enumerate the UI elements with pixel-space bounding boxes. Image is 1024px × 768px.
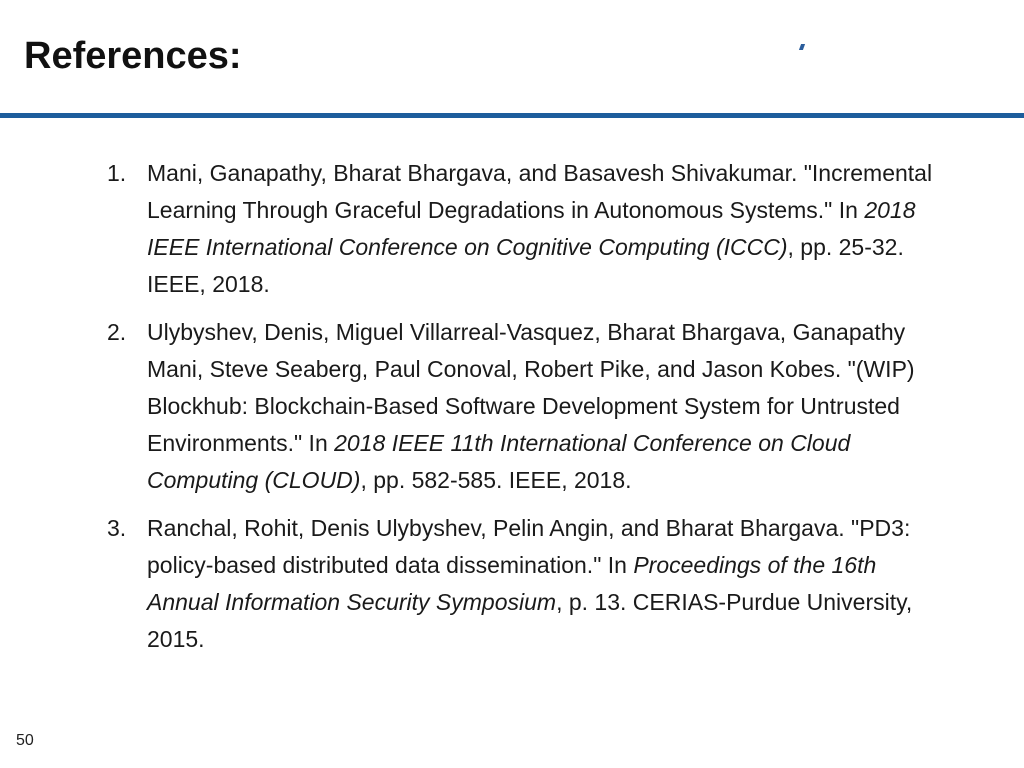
reference-details: , p. 13. CERIAS-Purdue University, 2015. [147, 589, 913, 652]
reference-text [147, 160, 932, 297]
reference-title: "Incremental Learning Through Graceful Degradations in Autonomous Systems." In [147, 160, 933, 223]
reference-number: 2. [107, 319, 127, 345]
reference-authors: Ulybyshev, Denis, Miguel Villarreal-Vasquez, Bharat Bhargava, Ganapathy Mani, Steve Seaberg, Paul Conoval, Robert Pike, and Jason Kobes. [147, 319, 906, 382]
reference-number: 1. [107, 160, 127, 186]
decorative-mark [799, 44, 805, 50]
reference-authors: Ranchal, Rohit, Denis Ulybyshev, Pelin Angin, and Bharat Bhargava. [147, 515, 845, 541]
reference-title: "PD3: policy-based distributed data dissemination." In [147, 515, 911, 578]
reference-authors: Mani, Ganapathy, Bharat Bhargava, and Basavesh Shivakumar. [147, 160, 798, 186]
reference-list [107, 155, 947, 669]
reference-number: 3. [107, 515, 127, 541]
reference-item-1 [107, 155, 947, 303]
reference-item-3 [107, 510, 947, 658]
reference-title: "(WIP) Blockhub: Blockchain-Based Software Development System for Untrusted Environments." In [147, 356, 915, 456]
title-divider [0, 113, 1024, 118]
reference-details: , pp. 582-585. IEEE, 2018. [360, 467, 632, 493]
reference-details: , pp. 25-32. IEEE, 2018. [147, 234, 904, 297]
reference-venue: 2018 IEEE 11th International Conference on Cloud Computing (CLOUD) [147, 430, 851, 493]
page-number: 50 [16, 732, 34, 749]
reference-text [147, 515, 912, 652]
reference-text [147, 319, 915, 493]
reference-venue: 2018 IEEE International Conference on Cognitive Computing (ICCC) [147, 197, 916, 260]
reference-venue: Proceedings of the 16th Annual Information Security Symposium [147, 552, 877, 615]
slide-title: References: [24, 35, 242, 77]
reference-item-2 [107, 314, 947, 499]
